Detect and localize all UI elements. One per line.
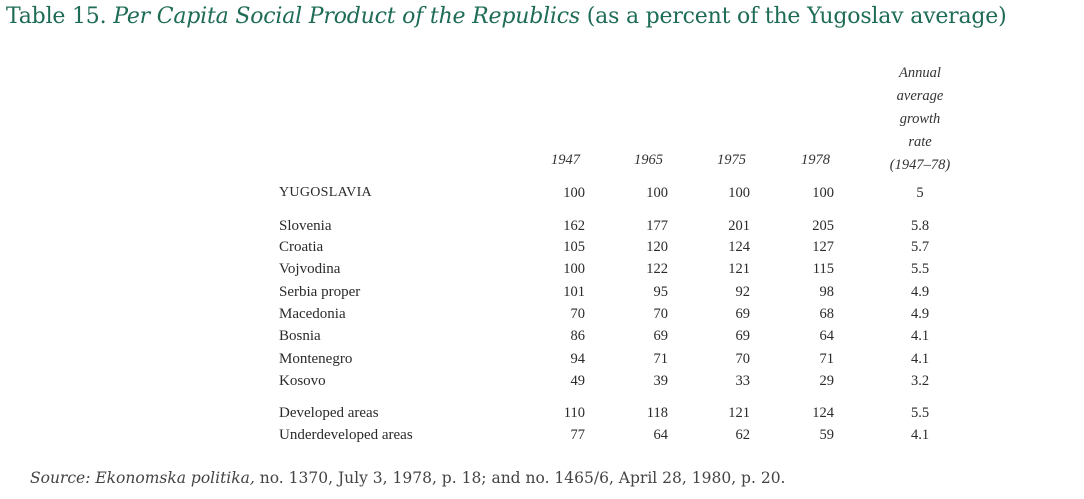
table-cell: 62 (735, 427, 750, 443)
table-cell: 124 (812, 405, 834, 421)
table-cell: 121 (728, 405, 750, 421)
growth-rate-cell: 5.5 (910, 405, 930, 421)
row-label: Vojvodina (279, 261, 341, 277)
table-title-main: Per Capita Social Product of the Republics (113, 4, 580, 29)
table-cell: 101 (563, 284, 585, 300)
table-cell: 92 (735, 284, 750, 300)
table-cell: 100 (646, 185, 668, 201)
table-cell: 100 (812, 185, 834, 201)
table-cell: 177 (646, 218, 668, 234)
table-cell: 95 (653, 284, 668, 300)
growth-rate-cell: 5.5 (910, 261, 930, 277)
row-label: Underdeveloped areas (279, 427, 413, 443)
table-cell: 29 (819, 373, 834, 389)
growth-rate-cell: 3.2 (910, 373, 930, 389)
table-cell: 33 (735, 373, 750, 389)
row-label: Serbia proper (279, 284, 361, 300)
rate-header-line: Annual (899, 65, 941, 81)
table-cell: 59 (819, 427, 834, 443)
table-cell: 118 (646, 405, 668, 421)
column-header-1975: 1975 (717, 152, 746, 168)
growth-rate-header (870, 62, 970, 177)
table-cell: 69 (735, 328, 750, 344)
table-number: Table 15. (6, 4, 107, 29)
row-label: Macedonia (279, 306, 346, 322)
table-title-qualifier: (as a percent of the Yugoslav average) (586, 4, 1007, 29)
table-cell: 122 (646, 261, 668, 277)
table-cell: 49 (570, 373, 585, 389)
column-header-1965: 1965 (634, 152, 663, 168)
table-cell: 70 (570, 306, 585, 322)
growth-rate-cell: 4.9 (910, 284, 930, 300)
growth-rate-cell: 5 (916, 185, 924, 201)
row-label: Bosnia (279, 328, 321, 344)
table-cell: 64 (653, 427, 668, 443)
table-cell: 124 (728, 239, 750, 255)
table-cell: 69 (653, 328, 668, 344)
table-cell: 100 (563, 185, 585, 201)
table-cell: 110 (563, 405, 585, 421)
row-label: Croatia (279, 239, 324, 255)
table-cell: 71 (819, 351, 834, 367)
row-label: YUGOSLAVIA (279, 185, 372, 200)
table-cell: 162 (563, 218, 585, 234)
rate-header-line: rate (908, 134, 932, 150)
table-cell: 86 (570, 328, 585, 344)
rate-header-line: growth (899, 111, 941, 127)
table-cell: 98 (819, 284, 834, 300)
table-cell: 100 (728, 185, 750, 201)
table-cell: 100 (563, 261, 585, 277)
table-cell: 71 (653, 351, 668, 367)
table-cell: 94 (570, 351, 585, 367)
growth-rate-cell: 4.1 (910, 351, 930, 367)
table-cell: 68 (819, 306, 834, 322)
table-cell: 127 (812, 239, 834, 255)
table-cell: 39 (653, 373, 668, 389)
table-cell: 70 (735, 351, 750, 367)
growth-rate-cell: 4.1 (910, 427, 930, 443)
table-cell: 69 (735, 306, 750, 322)
table-cell: 115 (812, 261, 834, 277)
rate-header-line: (1947–78) (889, 157, 951, 173)
table-cell: 120 (646, 239, 668, 255)
growth-rate-cell: 5.7 (910, 239, 930, 255)
row-label: Kosovo (279, 373, 326, 389)
table-title (6, 4, 1006, 29)
table-cell: 70 (653, 306, 668, 322)
growth-rate-cell: 5.8 (910, 218, 930, 234)
source-note (30, 469, 785, 487)
table-cell: 77 (570, 427, 585, 443)
column-header-1947: 1947 (551, 152, 580, 168)
table-cell: 64 (819, 328, 834, 344)
growth-rate-cell: 4.9 (910, 306, 930, 322)
row-label: Slovenia (279, 218, 332, 234)
table-cell: 201 (728, 218, 750, 234)
rate-header-line: average (896, 88, 944, 104)
table-cell: 105 (563, 239, 585, 255)
column-header-1978: 1978 (801, 152, 830, 168)
row-label: Developed areas (279, 405, 379, 421)
source-text: no. 1370, July 3, 1978, p. 18; and no. 1465/6, April 28, 1980, p. 20. (254, 469, 786, 487)
table-cell: 121 (728, 261, 750, 277)
source-prefix: Source: Ekonomska politika, (30, 469, 255, 487)
row-label: Montenegro (279, 351, 353, 367)
growth-rate-cell: 4.1 (910, 328, 930, 344)
table-cell: 205 (812, 218, 834, 234)
